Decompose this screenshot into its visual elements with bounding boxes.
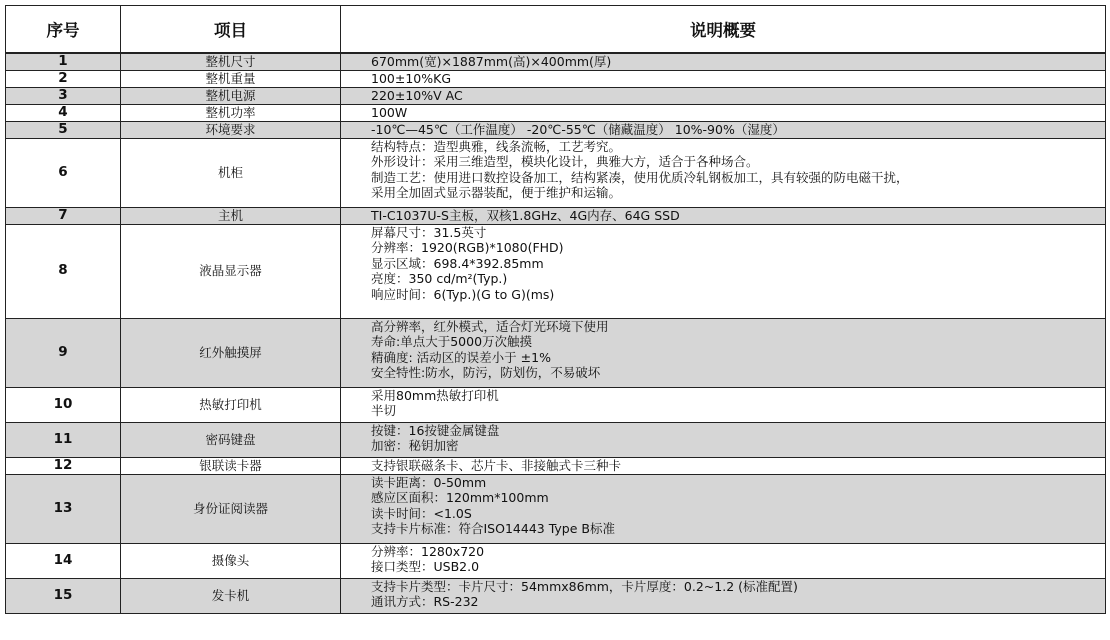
table-row bbox=[6, 387, 1106, 422]
row-number: 2 bbox=[6, 70, 121, 87]
row-description bbox=[341, 138, 1106, 207]
row-item: 发卡机 bbox=[121, 578, 341, 613]
description-line: 220±10%V AC bbox=[371, 87, 463, 103]
description-line: 分辨率：1920(RGB)*1080(FHD) bbox=[371, 240, 564, 256]
row-number: 3 bbox=[6, 87, 121, 104]
row-description bbox=[341, 422, 1106, 457]
description-line: 分辨率：1280x720 bbox=[371, 543, 485, 559]
description-line: 显示区域：698.4*392.85mm bbox=[371, 255, 544, 271]
row-item: 机柜 bbox=[121, 138, 341, 207]
row-number: 12 bbox=[6, 457, 121, 474]
table-row bbox=[6, 53, 1106, 70]
row-item: 身份证阅读器 bbox=[121, 474, 341, 543]
description-line: 接口类型：USB2.0 bbox=[371, 559, 480, 575]
description-line: 100W bbox=[371, 104, 408, 120]
table-row bbox=[6, 422, 1106, 457]
row-description bbox=[341, 543, 1106, 578]
row-number: 6 bbox=[6, 138, 121, 207]
row-description bbox=[341, 121, 1106, 138]
description-line: 半切 bbox=[371, 403, 397, 419]
spec-table bbox=[5, 5, 1106, 614]
table-row bbox=[6, 87, 1106, 104]
table-row bbox=[6, 474, 1106, 543]
description-line: 支持卡片类型：卡片尺寸：54mmx86mm，卡片厚度：0.2~1.2 (标准配置) bbox=[371, 578, 798, 594]
row-number: 11 bbox=[6, 422, 121, 457]
row-number: 1 bbox=[6, 53, 121, 70]
row-description bbox=[341, 224, 1106, 318]
table-row bbox=[6, 224, 1106, 318]
description-line: 屏幕尺寸：31.5英寸 bbox=[371, 224, 487, 240]
row-item: 银联读卡器 bbox=[121, 457, 341, 474]
row-item: 整机功率 bbox=[121, 104, 341, 121]
row-number: 13 bbox=[6, 474, 121, 543]
description-line: 精确度: 活动区的误差小于 ±1% bbox=[371, 349, 551, 365]
description-line: TI-C1037U-S主板，双核1.8GHz、4G内存、64G SSD bbox=[371, 207, 680, 223]
row-description bbox=[341, 457, 1106, 474]
row-description bbox=[341, 474, 1106, 543]
row-item: 环境要求 bbox=[121, 121, 341, 138]
row-description bbox=[341, 387, 1106, 422]
description-line: 安全特性:防水，防污，防划伤，不易破坏 bbox=[371, 365, 601, 381]
description-line: 感应区面积：120mm*100mm bbox=[371, 490, 549, 506]
row-item: 热敏打印机 bbox=[121, 387, 341, 422]
description-line: 响应时间：6(Typ.)(G to G)(ms) bbox=[371, 286, 555, 302]
table-row bbox=[6, 138, 1106, 207]
description-line: 结构特点：造型典雅，线条流畅，工艺考究。 bbox=[371, 138, 622, 154]
row-description bbox=[341, 578, 1106, 613]
description-line: 读卡距离：0-50mm bbox=[371, 474, 487, 490]
description-line: 按键：16按键金属键盘 bbox=[371, 422, 500, 438]
description-line: 支持银联磁条卡、芯片卡、非接触式卡三种卡 bbox=[371, 457, 622, 473]
description-line: 100±10%KG bbox=[371, 70, 451, 86]
table-row bbox=[6, 543, 1106, 578]
header-no: 序号 bbox=[6, 6, 121, 54]
row-description bbox=[341, 318, 1106, 387]
row-number: 10 bbox=[6, 387, 121, 422]
row-number: 15 bbox=[6, 578, 121, 613]
row-item: 红外触摸屏 bbox=[121, 318, 341, 387]
row-item: 密码键盘 bbox=[121, 422, 341, 457]
description-line: 加密：秘钥加密 bbox=[371, 438, 459, 454]
table-row bbox=[6, 70, 1106, 87]
table-row bbox=[6, 578, 1106, 613]
row-item: 液晶显示器 bbox=[121, 224, 341, 318]
row-item: 整机尺寸 bbox=[121, 53, 341, 70]
description-line: 支持卡片标准：符合ISO14443 Type B标准 bbox=[371, 521, 615, 537]
table-row bbox=[6, 207, 1106, 224]
description-line: 亮度：350 cd/m²(Typ.) bbox=[371, 271, 508, 287]
header-desc: 说明概要 bbox=[341, 6, 1106, 54]
table-header-row bbox=[6, 6, 1106, 54]
row-description bbox=[341, 87, 1106, 104]
row-description bbox=[341, 207, 1106, 224]
description-line: 670mm(宽)×1887mm(高)×400mm(厚) bbox=[371, 54, 612, 69]
table-body bbox=[6, 53, 1106, 613]
row-number: 9 bbox=[6, 318, 121, 387]
description-line: 制造工艺：使用进口数控设备加工，结构紧凑，使用优质冷轧钢板加工，具有较强的防电磁干扰， bbox=[371, 169, 909, 185]
row-number: 7 bbox=[6, 207, 121, 224]
description-line: 高分辨率，红外模式，适合灯光环境下使用 bbox=[371, 318, 609, 334]
row-description bbox=[341, 53, 1106, 70]
row-item: 整机重量 bbox=[121, 70, 341, 87]
row-number: 4 bbox=[6, 104, 121, 121]
table-row bbox=[6, 104, 1106, 121]
row-number: 14 bbox=[6, 543, 121, 578]
description-line: -10℃—45℃（工作温度） -20℃-55℃（储藏温度） 10%-90%（湿度） bbox=[371, 121, 785, 137]
table-row bbox=[6, 457, 1106, 474]
table-row bbox=[6, 121, 1106, 138]
description-line: 外形设计：采用三维造型，模块化设计，典雅大方，适合于各种场合。 bbox=[371, 154, 759, 170]
description-line: 通讯方式：RS-232 bbox=[371, 594, 479, 610]
row-description bbox=[341, 70, 1106, 87]
row-item: 主机 bbox=[121, 207, 341, 224]
header-item: 项目 bbox=[121, 6, 341, 54]
row-number: 5 bbox=[6, 121, 121, 138]
table-row bbox=[6, 318, 1106, 387]
description-line: 读卡时间：<1.0S bbox=[371, 505, 472, 521]
row-number: 8 bbox=[6, 224, 121, 318]
description-line: 采用80mm热敏打印机 bbox=[371, 387, 499, 403]
row-item: 整机电源 bbox=[121, 87, 341, 104]
row-item: 摄像头 bbox=[121, 543, 341, 578]
description-line: 采用全加固式显示器装配，便于维护和运输。 bbox=[371, 185, 622, 201]
row-description bbox=[341, 104, 1106, 121]
description-line: 寿命:单点大于5000万次触摸 bbox=[371, 334, 533, 350]
